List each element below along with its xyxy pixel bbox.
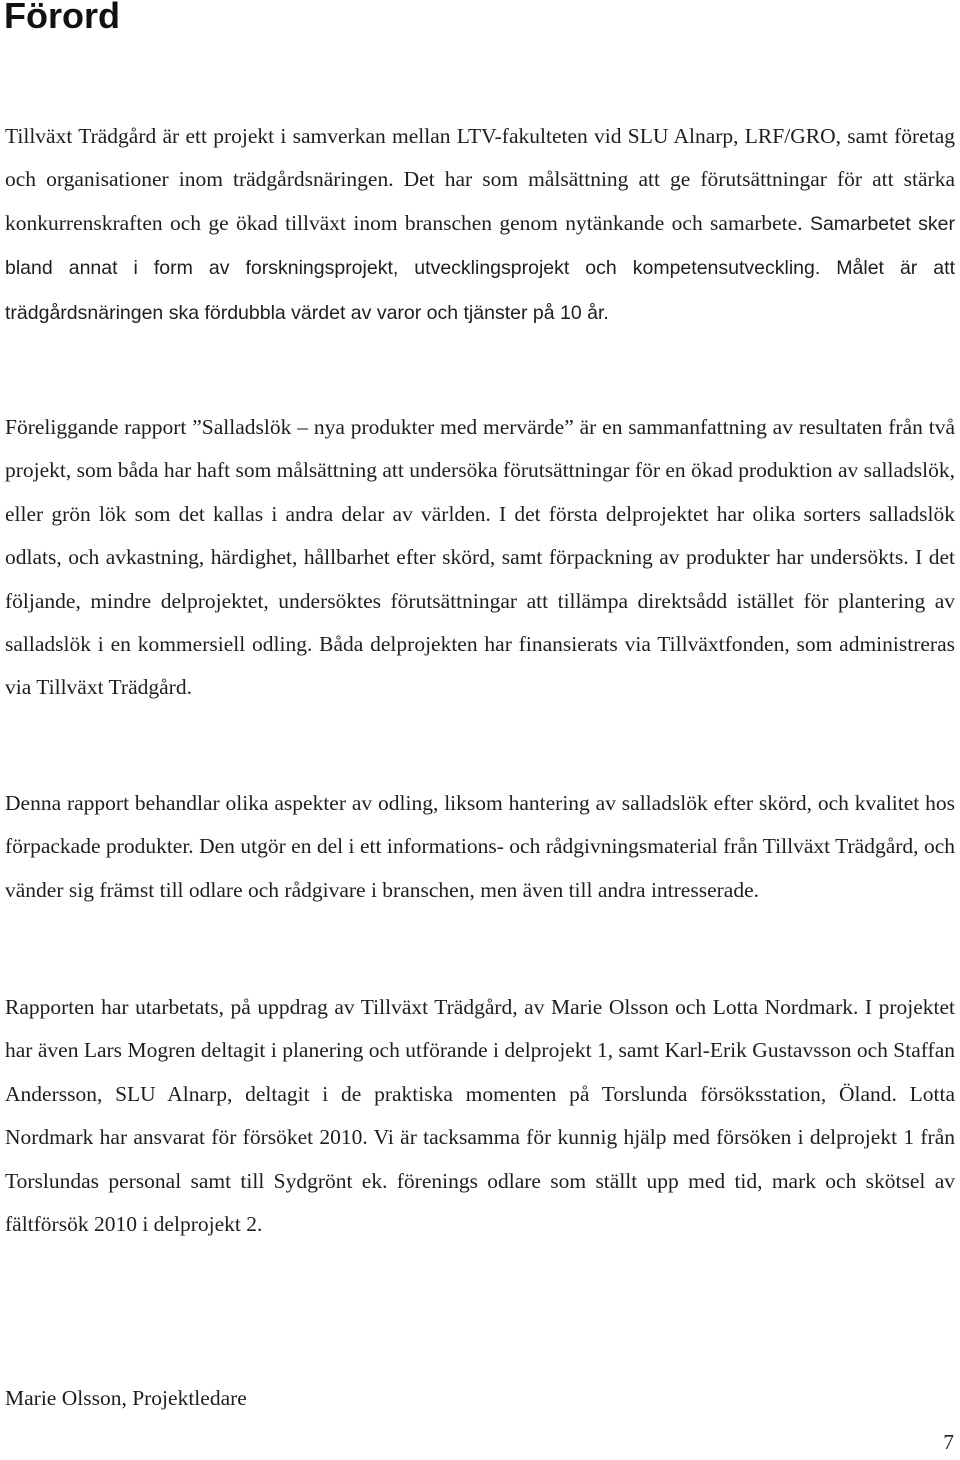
paragraph-project-intro [5,115,955,335]
paragraph-acknowledgements [5,986,955,1246]
paragraph-text: Tillväxt Trädgård är ett projekt i samverkan mellan LTV-fakulteten vid SLU Alnarp, LRF/GRO, samt företag och organisationer inom trädgårdsnäringen. Det har som målsättning att ge förutsättningar för att stärka konkurrenskraften och ge ökad tillväxt inom branschen genom nytänkande och samarbete. [5,124,955,235]
paragraph-report-scope [5,782,955,912]
paragraph-text: Denna rapport behandlar olika aspekter av odling, liksom hantering av salladslök efter skörd, och kvalitet hos förpackade produkter. Den utgör en del i ett informations- och rådgivningsmaterial från Tillväxt Trädgård, och vänder sig främst till odlare och rådgivare i branschen, men även till andra intresserade. [5,791,955,902]
paragraph-text: Samarbetet sker bland annat i form av forskningsprojekt, utvecklingsprojekt och kompetensutveckling. Målet är att trädgårdsnäringen ska fördubbla värdet av varor och tjänster på 10 år. [5,212,955,324]
paragraph-report-summary [5,406,955,710]
page-number: 7 [943,1430,954,1454]
paragraph-text: Rapporten har utarbetats, på uppdrag av Tillväxt Trädgård, av Marie Olsson och Lotta Nordmark. I projektet har även Lars Mogren deltagit i planering och utförande i delprojekt 1, samt Karl-Erik Gustavsson och Staffan Andersson, SLU Alnarp, deltagit i de praktiska momenten på Torslunda försöksstation, Öland. Lotta Nordmark har ansvarat för försöket 2010. Vi är tacksamma för kunnig hjälp med försöken i delprojekt 1 från Torslundas personal samt till Sydgrönt ek. förenings odlare som ställt upp med tid, mark och skötsel av fältförsök 2010 i delprojekt 2. [5,995,955,1237]
paragraph-text: Föreliggande rapport ”Salladslök – nya produkter med mervärde” är en sammanfattning av resultaten från två projekt, som båda har haft som målsättning att undersöka förutsättningar för en ökad produktion av salladslök, eller grön lök som det kallas i andra delar av världen. I det första delprojektet har olika sorters salladslök odlats, och avkastning, härdighet, hållbarhet efter skörd, samt förpackning av produkter har undersökts. I det följande, mindre delprojektet, undersöktes förutsättningar att tillämpa direktsådd istället för plantering av salladslök i en kommersiell odling. Båda delprojekten har finansierats via Tillväxtfonden, som administreras via Tillväxt Trädgård. [5,415,955,700]
signature: Marie Olsson, Projektledare [5,1386,247,1410]
page-title: Förord [4,0,120,36]
